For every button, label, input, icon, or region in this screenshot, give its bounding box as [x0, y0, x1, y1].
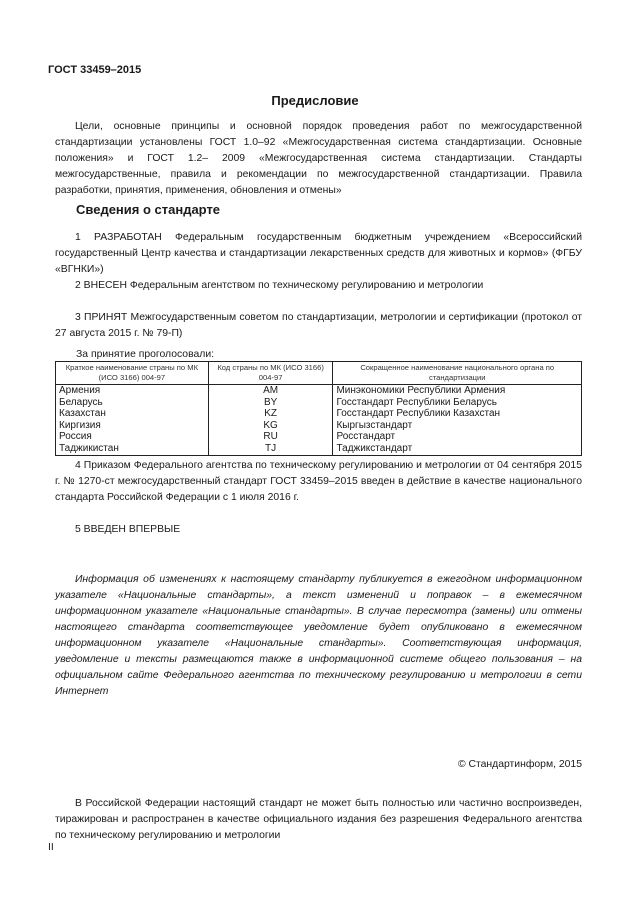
info-item-4: 4 Приказом Федерального агентства по техническому регулированию и метрологии от 04 сентября 2015 г. № 1270-ст межгосударственный стандарт ГОСТ 33459–2015 введен в действие в качестве национального стандарта Российской Федерации с 1 июля 2016 г. — [55, 460, 582, 503]
cell-country: Армения — [56, 385, 209, 397]
info-item-1: 1 РАЗРАБОТАН Федеральным государственным бюджетным учреждением «Всероссийский государственный Центр качества и стандартизации лекарственных средств для животных и кормов» (ФГБУ «ВГНКИ») — [55, 232, 582, 275]
info-item-5: 5 ВВЕДЕН ВПЕРВЫЕ — [75, 524, 181, 535]
cell-country: Таджикистан — [56, 443, 209, 455]
cell-country: Казахстан — [56, 408, 209, 420]
votes-table — [55, 361, 582, 456]
standard-info-title: Сведения о стандарте — [76, 202, 221, 217]
cell-body: Госстандарт Республики Беларусь — [333, 397, 582, 409]
info-item-3: 3 ПРИНЯТ Межгосударственным советом по стандартизации, метрологии и сертификации (протокол от 27 августа 2015 г. № 79-П) — [55, 312, 582, 339]
cell-code: AM — [208, 385, 333, 397]
cell-code: KZ — [208, 408, 333, 420]
cell-country: Россия — [56, 431, 209, 443]
table-row — [56, 385, 582, 397]
table-row — [56, 408, 582, 420]
cell-code: BY — [208, 397, 333, 409]
cell-code: KG — [208, 420, 333, 432]
cell-body: Минэкономики Республики Армения — [333, 385, 582, 397]
cell-body: Росстандарт — [333, 431, 582, 443]
cell-body: Кыргызстандарт — [333, 420, 582, 432]
column-header-country: Краткое наименование страны по МК (ИСО 3166) 004-97 — [56, 362, 209, 385]
column-header-code: Код страны по МК (ИСО 3166) 004-97 — [208, 362, 333, 385]
table-row — [56, 397, 582, 409]
column-header-body: Сокращенное наименование национального органа по стандартизации — [333, 362, 582, 385]
foreword-text: Цели, основные принципы и основной порядок проведения работ по межгосударственной стандартизации установлены ГОСТ 1.0–92 «Межгосударственная система стандартизации. Основные положения» и ГОСТ 1.2– 2009 «Межгосударственная система стандартизации. Стандарты межгосударственные, правила и рекомендации по межгосударственной стандартизации. Правила разработки, принятия, применения, обновления и отмены» — [55, 121, 582, 196]
copyright-line: © Стандартинформ, 2015 — [457, 759, 582, 770]
page-number: II — [48, 842, 54, 853]
notice-paragraph: Информация об изменениях к настоящему стандарту публикуется в ежегодном информационном указателе «Национальные стандарты», а текст изменений и поправок – в ежемесячном информационном указателе «Национальные стандарты». В случае пересмотра (замены) или отмены настоящего стандарта соответствующее уведомление будет опубликовано в ежемесячном информационном указателе «Национальные стандарты». Соответствующая информация, уведомление и тексты размещаются также в информационной системе общего пользования – на официальном сайте Федерального агентства по техническому регулированию и метрологии в сети Интернет — [55, 574, 582, 697]
table-row — [56, 420, 582, 432]
cell-body: Госстандарт Республики Казахстан — [333, 408, 582, 420]
reproduction-notice: В Российской Федерации настоящий стандарт не может быть полностью или частично воспроизведен, тиражирован и распространен в качестве официального издания без разрешения Федерального агентства по техническому регулированию и метрологии — [55, 798, 582, 841]
cell-code: TJ — [208, 443, 333, 455]
cell-country: Беларусь — [56, 397, 209, 409]
votes-caption: За принятие проголосовали: — [76, 349, 215, 360]
document-code-header: ГОСТ 33459–2015 — [48, 64, 142, 76]
cell-country: Киргизия — [56, 420, 209, 432]
foreword-title: Предисловие — [271, 93, 359, 108]
cell-code: RU — [208, 431, 333, 443]
table-row — [56, 431, 582, 443]
cell-body: Таджикстандарт — [333, 443, 582, 455]
table-row — [56, 443, 582, 455]
info-item-2: 2 ВНЕСЕН Федеральным агентством по техническому регулированию и метрологии — [75, 280, 484, 291]
votes-table-header-row — [56, 362, 582, 385]
